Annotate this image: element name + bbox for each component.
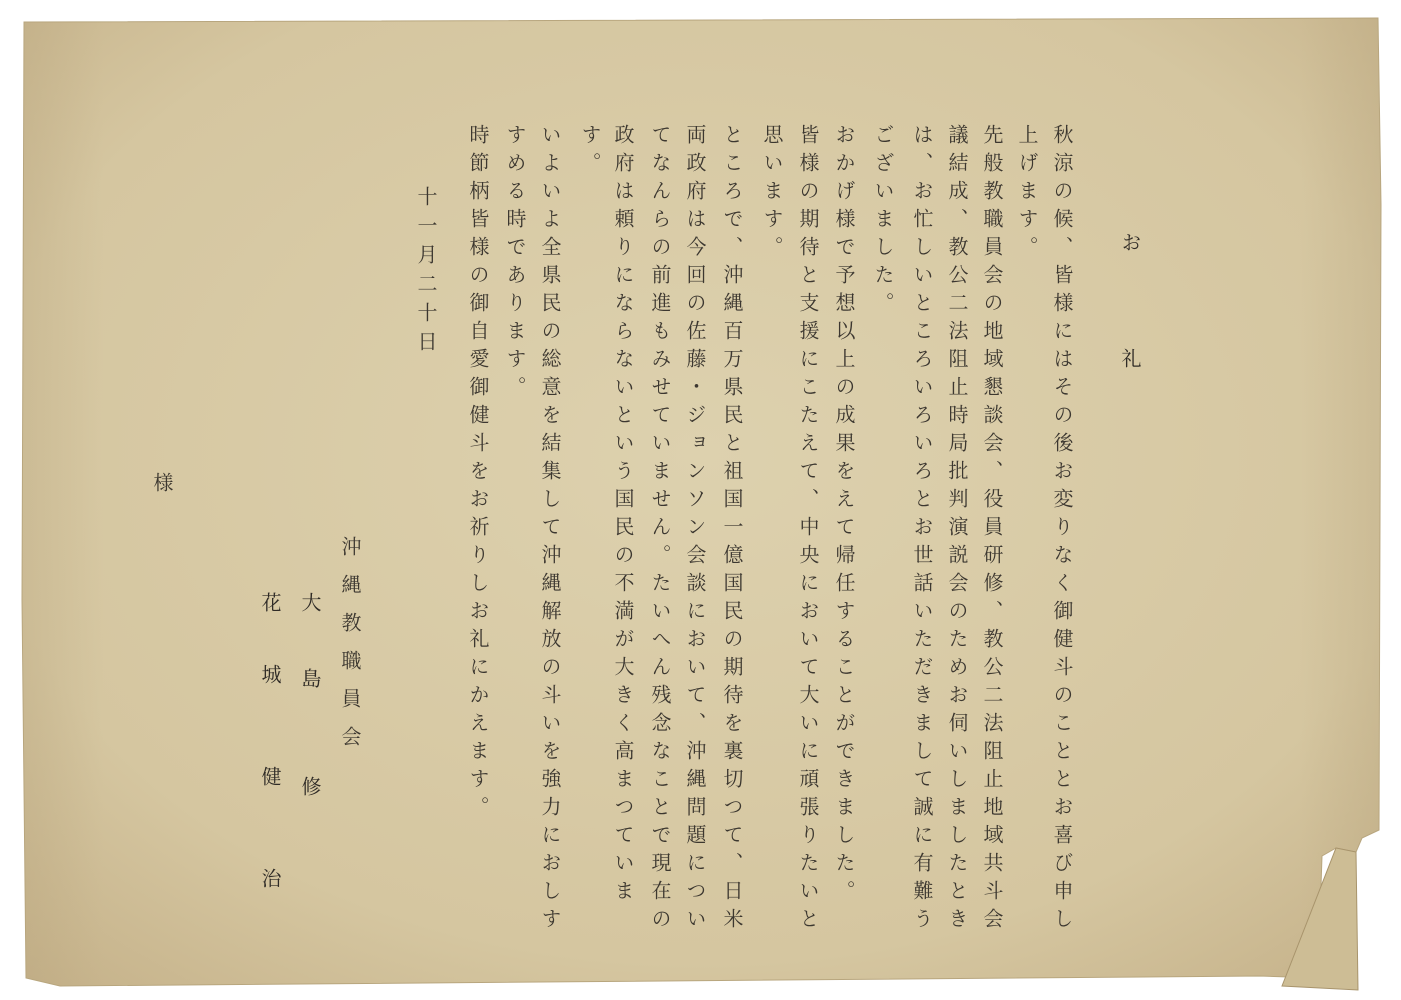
- body-line-1: 秋涼の候、皆様にはその後お変りなく御健斗のこととお喜び申し: [1050, 124, 1074, 936]
- body-line-14: す。: [578, 124, 602, 180]
- body-line-12: てなんらの前進もみせていません。たいへん残念なことで現在の: [648, 124, 672, 936]
- sender-person-1: 大 島 修: [298, 592, 322, 812]
- recipient-suffix: 様: [150, 472, 174, 500]
- body-line-15: いよいよ全県民の総意を結集して沖縄解放の斗いを強力におしす: [538, 124, 562, 936]
- body-line-17: 時節柄皆様の御自愛御健斗をお祈りしお礼にかえます。: [466, 124, 490, 824]
- sender-organization: 沖縄教職員会: [338, 536, 362, 764]
- body-line-3: 先般教職員会の地域懇談会、役員研修、教公二法阻止地域共斗会: [980, 124, 1004, 936]
- body-line-8: 皆様の期待と支援にこたえて、中央において大いに頑張りたいと: [796, 124, 820, 936]
- letter-date: 十一月二十日: [414, 186, 438, 360]
- body-line-16: すめる時であります。: [503, 124, 527, 404]
- body-line-2: 上げます。: [1015, 124, 1039, 264]
- body-line-13: 政府は頼りにならないという国民の不満が大きく高まつていま: [611, 124, 635, 908]
- letter-title: お礼: [1118, 232, 1142, 464]
- body-line-10: ところで、沖縄百万県民と祖国一億国民の期待を裏切つて、日米: [720, 124, 744, 936]
- body-line-5: は、お忙しいところいろいろとお世話いただきまして誠に有難う: [910, 124, 934, 936]
- body-line-7: おかげ様で予想以上の成果をえて帰任することができました。: [832, 124, 856, 908]
- body-line-4: 議結成、教公二法阻止時局批判演説会のためお伺いしましたとき: [945, 124, 969, 936]
- body-line-9: 思います。: [760, 124, 784, 264]
- body-line-6: ございました。: [871, 124, 895, 320]
- sender-person-2: 花 城 健 治: [258, 592, 282, 902]
- body-line-11: 両政府は今回の佐藤・ジョンソン会談において、沖縄問題につい: [683, 124, 707, 936]
